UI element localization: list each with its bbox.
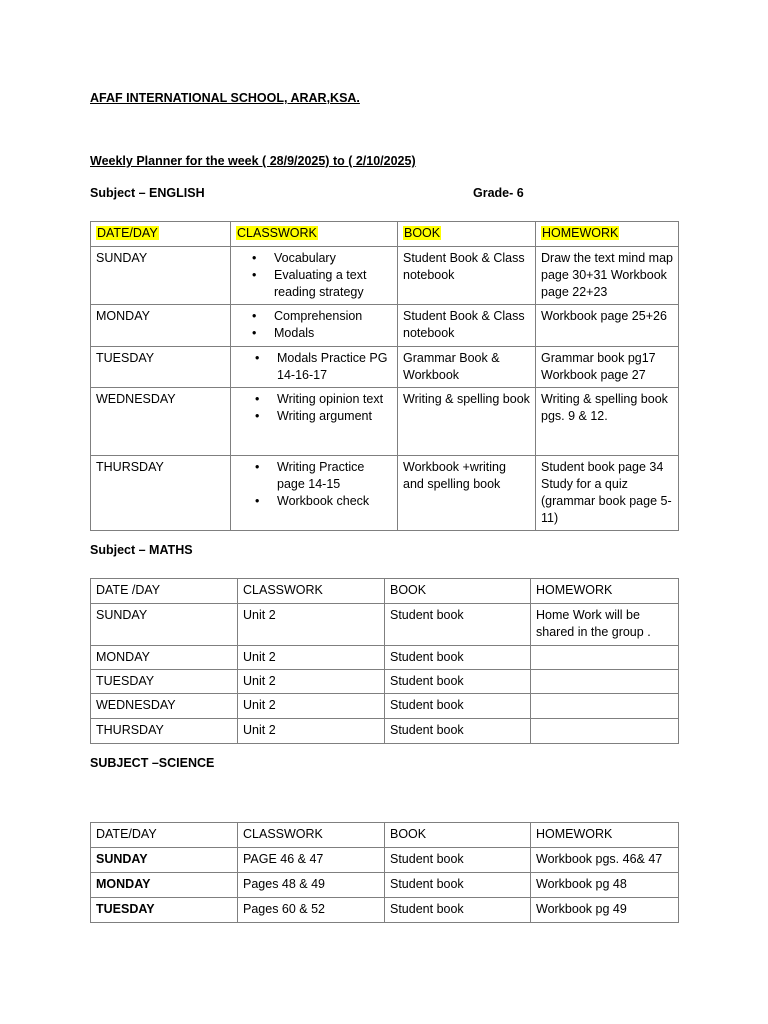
day-cell: THURSDAY: [91, 719, 238, 744]
classwork-cell: Unit 2: [238, 694, 385, 719]
science-table: [90, 822, 679, 923]
table-row: [91, 456, 679, 531]
table-row: [91, 388, 679, 456]
classwork-cell: Pages 48 & 49: [238, 873, 385, 898]
header-cell: CLASSWORK: [238, 579, 385, 604]
highlighted-text: CLASSWORK: [237, 226, 317, 240]
list-item: • Modals: [274, 325, 392, 342]
day-cell: MONDAY: [91, 305, 231, 347]
day-cell: TUESDAY: [91, 670, 238, 694]
classwork-list: [236, 391, 392, 425]
english-subject-label: Subject – ENGLISH: [90, 186, 205, 200]
table-header-row: [91, 222, 679, 247]
list-item: • Writing Practice page 14-15: [277, 459, 392, 493]
classwork-list: [236, 250, 392, 301]
book-cell: Student book: [385, 719, 531, 744]
maths-table: [90, 578, 679, 744]
book-cell: Student book: [385, 873, 531, 898]
homework-cell: Workbook pg 48: [531, 873, 679, 898]
table-row: [91, 694, 679, 719]
homework-cell: Workbook page 25+26: [536, 305, 679, 347]
header-cell: HOMEWORK: [531, 579, 679, 604]
book-cell: Student book: [385, 646, 531, 670]
day-cell: MONDAY: [91, 873, 238, 898]
header-cell: [231, 222, 398, 247]
day-cell: THURSDAY: [91, 456, 231, 531]
homework-cell: [531, 719, 679, 744]
maths-subject-label: Subject – MATHS: [90, 543, 193, 557]
book-cell: Student book: [385, 898, 531, 923]
day-cell: TUESDAY: [91, 898, 238, 923]
book-cell: Student book: [385, 848, 531, 873]
homework-cell: Student book page 34 Study for a quiz (grammar book page 5-11): [536, 456, 679, 531]
table-header-row: [91, 823, 679, 848]
day-cell: TUESDAY: [91, 347, 231, 388]
header-cell: CLASSWORK: [238, 823, 385, 848]
grade-label: Grade- 6: [473, 186, 524, 200]
day-cell: SUNDAY: [91, 247, 231, 305]
classwork-cell: [231, 388, 398, 456]
list-item: • Evaluating a text reading strategy: [274, 267, 392, 301]
classwork-list: [236, 308, 392, 342]
science-subject-label: SUBJECT –SCIENCE: [90, 756, 215, 770]
homework-cell: Workbook pg 49: [531, 898, 679, 923]
classwork-cell: Pages 60 & 52: [238, 898, 385, 923]
classwork-cell: [231, 305, 398, 347]
homework-cell: [531, 646, 679, 670]
table-row: [91, 305, 679, 347]
table-row: [91, 646, 679, 670]
classwork-cell: [231, 347, 398, 388]
table-header-row: [91, 579, 679, 604]
table-row: [91, 347, 679, 388]
day-cell: WEDNESDAY: [91, 388, 231, 456]
classwork-cell: Unit 2: [238, 646, 385, 670]
list-item: • Writing argument: [277, 408, 392, 425]
classwork-cell: [231, 456, 398, 531]
header-cell: DATE/DAY: [91, 823, 238, 848]
day-cell: SUNDAY: [91, 848, 238, 873]
homework-cell: [531, 670, 679, 694]
list-item: • Workbook check: [277, 493, 392, 510]
book-cell: Student book: [385, 694, 531, 719]
day-cell: MONDAY: [91, 646, 238, 670]
classwork-cell: Unit 2: [238, 670, 385, 694]
header-cell: BOOK: [385, 579, 531, 604]
table-row: [91, 604, 679, 646]
header-cell: HOMEWORK: [531, 823, 679, 848]
homework-cell: Draw the text mind map page 30+31 Workbook page 22+23: [536, 247, 679, 305]
table-row: [91, 719, 679, 744]
planner-title: Weekly Planner for the week ( 28/9/2025) to ( 2/10/2025): [90, 154, 416, 168]
classwork-list: [236, 350, 392, 384]
homework-cell: Workbook pgs. 46& 47: [531, 848, 679, 873]
day-cell: WEDNESDAY: [91, 694, 238, 719]
book-cell: Student Book & Class notebook: [398, 247, 536, 305]
english-table: [90, 221, 679, 531]
header-cell: [91, 222, 231, 247]
homework-cell: [531, 694, 679, 719]
list-item: • Writing opinion text: [277, 391, 392, 408]
header-cell: DATE /DAY: [91, 579, 238, 604]
classwork-cell: PAGE 46 & 47: [238, 848, 385, 873]
table-row: [91, 247, 679, 305]
book-cell: Student book: [385, 670, 531, 694]
list-item: • Comprehension: [274, 308, 392, 325]
classwork-cell: Unit 2: [238, 604, 385, 646]
header-cell: [536, 222, 679, 247]
table-row: [91, 848, 679, 873]
book-cell: Student book: [385, 604, 531, 646]
homework-cell: Writing & spelling book pgs. 9 & 12.: [536, 388, 679, 456]
book-cell: Writing & spelling book: [398, 388, 536, 456]
book-cell: Workbook +writing and spelling book: [398, 456, 536, 531]
day-cell: SUNDAY: [91, 604, 238, 646]
classwork-cell: [231, 247, 398, 305]
table-row: [91, 898, 679, 923]
highlighted-text: BOOK: [404, 226, 441, 240]
classwork-cell: Unit 2: [238, 719, 385, 744]
table-row: [91, 670, 679, 694]
school-name: AFAF INTERNATIONAL SCHOOL, ARAR,KSA.: [90, 91, 360, 105]
homework-cell: Grammar book pg17 Workbook page 27: [536, 347, 679, 388]
highlighted-text: HOMEWORK: [542, 226, 619, 240]
book-cell: Grammar Book & Workbook: [398, 347, 536, 388]
book-cell: Student Book & Class notebook: [398, 305, 536, 347]
table-row: [91, 873, 679, 898]
highlighted-text: DATE/DAY: [97, 226, 158, 240]
header-cell: BOOK: [385, 823, 531, 848]
classwork-list: [236, 459, 392, 510]
list-item: • Modals Practice PG 14-16-17: [277, 350, 392, 384]
list-item: • Vocabulary: [274, 250, 392, 267]
header-cell: [398, 222, 536, 247]
homework-cell: Home Work will be shared in the group .: [531, 604, 679, 646]
